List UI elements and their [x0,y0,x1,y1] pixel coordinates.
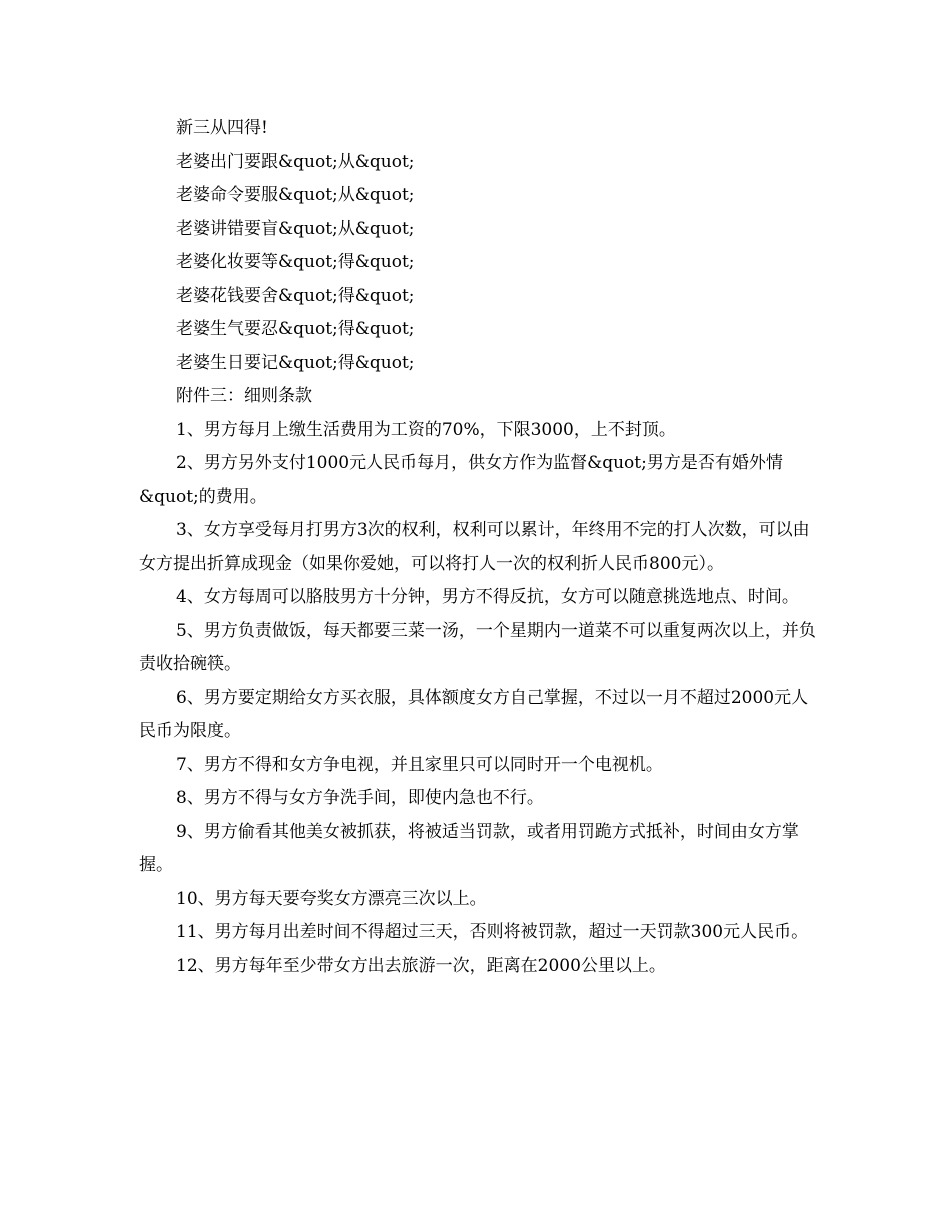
verse-line: 老婆命令要服&quot;从&quot; [176,185,415,205]
clause-paragraph: 1、男方每月上缴生活费用为工资的70%，下限3000，上不封顶。 [176,419,676,440]
appendix-heading: 附件三：细则条款 [176,386,312,406]
verse-line: 老婆讲错要盲&quot;从&quot; [176,218,415,239]
clause-paragraph: 4、女方每周可以胳肢男方十分钟，男方不得反抗，女方可以随意挑选地点、时间。 [176,587,799,607]
clause-paragraph: 2、男方另外支付1000元人民币每月，供女方作为监督&quot;男方是否有婚外情&quot;的费用。 [139,453,783,507]
clause-paragraph: 7、男方不得和女方争电视，并且家里只可以同时开一个电视机。 [176,754,663,775]
clause-paragraph: 3、女方享受每月打男方3次的权利，权利可以累计，年终用不完的打人次数，可以由女方提出折算成现金（如果你爱她，可以将打人一次的权利折人民币800元）。 [139,520,810,574]
verse-line: 老婆出门要跟&quot;从&quot; [176,151,415,172]
verse-line: 老婆化妆要等&quot;得&quot; [176,252,415,272]
document-body [139,112,825,983]
clause-paragraph: 9、男方偷看其他美女被抓获，将被适当罚款，或者用罚跪方式抵补，时间由女方掌握。 [139,821,799,875]
clause-paragraph: 12、男方每年至少带女方出去旅游一次，距离在2000公里以上。 [176,955,666,976]
clause-paragraph: 5、男方负责做饭，每天都要三菜一汤，一个星期内一道菜不可以重复两次以上，并负责收拾碗筷。 [139,620,816,674]
section-title: 新三从四得! [176,118,268,138]
verse-line: 老婆花钱要舍&quot;得&quot; [176,285,415,306]
clause-paragraph: 10、男方每天要夸奖女方漂亮三次以上。 [176,888,487,909]
clause-paragraph: 11、男方每月出差时间不得超过三天，否则将被罚款，超过一天罚款300元人民币。 [176,922,809,942]
clause-paragraph: 6、男方要定期给女方买衣服，具体额度女方自己掌握，不过以一月不超过2000元人民币为限度。 [139,687,809,741]
verse-line: 老婆生气要忍&quot;得&quot; [176,319,415,339]
clause-paragraph: 8、男方不得与女方争洗手间，即使内急也不行。 [176,788,544,808]
verse-line: 老婆生日要记&quot;得&quot; [176,352,415,373]
